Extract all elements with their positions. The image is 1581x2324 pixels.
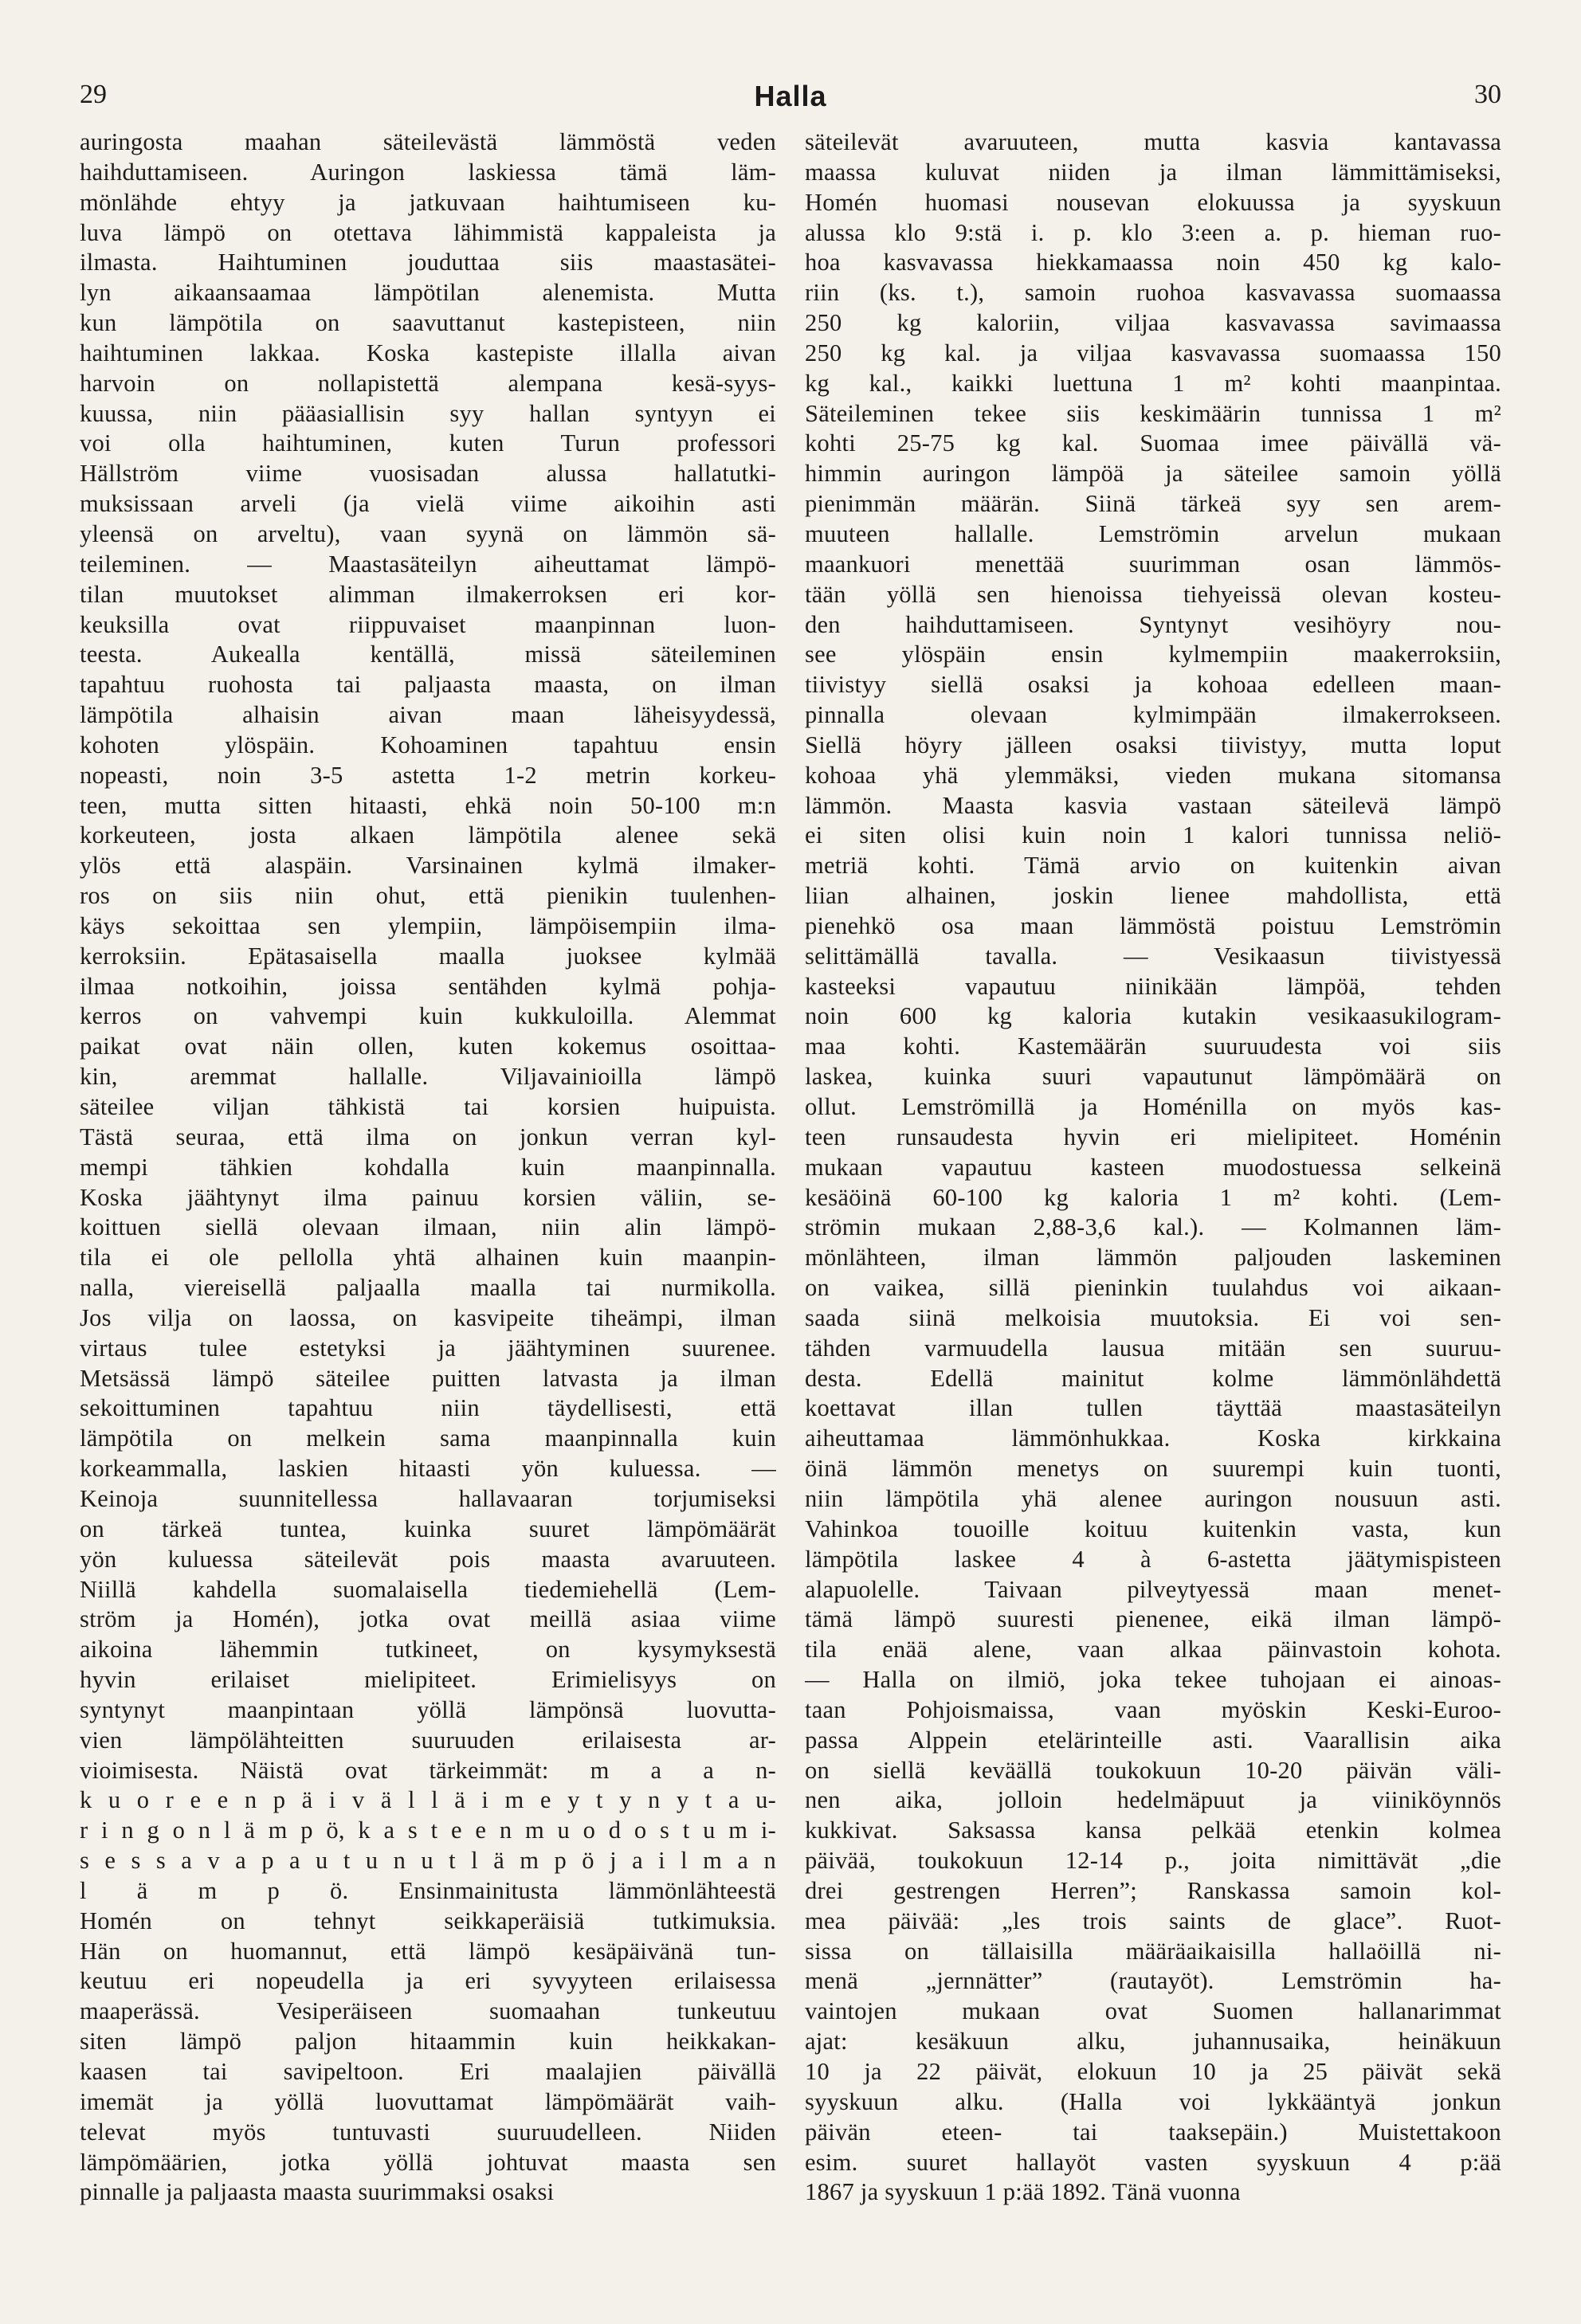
text-line: on tärkeä tuntea, kuinka suuret lämpömäärät (80, 1515, 776, 1542)
text-line: vioimisesta. Näistä ovat tärkeimmät: m a a n- (80, 1756, 776, 1784)
text-line: saada siinä melkoisia muutoksia. Ei voi sen- (805, 1303, 1501, 1331)
text-line: päivää, toukokuun 12-14 p., joita nimittävät „die (805, 1847, 1501, 1875)
text-line: tämä lämpö suuresti pienenee, eikä ilman lämpö- (805, 1605, 1501, 1633)
text-line: pinnalla olevaan kylmimpään ilmakerrokseen. (805, 701, 1501, 729)
text-line: 250 kg kaloriin, viljaa kasvavassa savimaassa (805, 309, 1501, 337)
text-line: ström ja Homén), jotka ovat meillä asiaa viime (80, 1605, 776, 1633)
text-line: lämmön. Maasta kasvia vastaan säteilevä lämpö (805, 791, 1501, 819)
text-line: harvoin on nollapistettä alempana kesä-syys- (80, 369, 776, 397)
text-line: haihduttamiseen. Auringon laskiessa tämä läm- (80, 158, 776, 186)
text-line: ajat: kesäkuun alku, juhannusaika, heinäkuun (805, 2028, 1501, 2056)
text-line: kohoten ylöspäin. Kohoaminen tapahtuu ensin (80, 731, 776, 758)
text-line: maaperässä. Vesiperäiseen suomaahan tunkeutuu (80, 1997, 776, 2025)
text-line: ilmasta. Haihtuminen jouduttaa siis maastasätei- (80, 249, 776, 276)
text-line: tila enää alene, vaan alkaa päinvastoin kohota. (805, 1636, 1501, 1664)
text-line: muuteen hallalle. Lemströmin arvelun mukaan (805, 519, 1501, 547)
text-line: on siellä keväällä toukokuun 10-20 päivän väli- (805, 1756, 1501, 1784)
text-line: sissa on tällaisilla määräaikaisilla hallaöillä ni- (805, 1937, 1501, 1965)
text-line: nen aika, jolloin hedelmäpuut ja viiniköynnös (805, 1786, 1501, 1814)
text-line: öinä lämmön menetys on suurempi kuin tuonti, (805, 1455, 1501, 1483)
text-line: Jos vilja on laossa, on kasvipeite tiheämpi, ilman (80, 1303, 776, 1331)
text-line: maassa kuluvat niiden ja ilman lämmittämiseksi, (805, 158, 1501, 186)
text-line: kasteeksi vapautuu niinikään lämpöä, tehden (805, 972, 1501, 1000)
text-line: aikoina lähemmin tutkineet, on kysymyksestä (80, 1636, 776, 1664)
text-line: päivän eteen- tai taaksepäin.) Muistettakoon (805, 2118, 1501, 2146)
text-line: siten lämpö paljon hitaammin kuin heikkakan- (80, 2028, 776, 2056)
text-line: paikat ovat näin ollen, kuten kokemus osoittaa- (80, 1033, 776, 1060)
text-line: yleensä on arveltu), vaan syynä on lämmön sä- (80, 519, 776, 547)
text-line: koettavat illan tullen täyttää maastasäteilyn (805, 1394, 1501, 1422)
text-line: säteilee viljan tähkistä tai korsien huipuista. (80, 1093, 776, 1120)
text-line: Vahinkoa touoille koituu kuitenkin vasta, kun (805, 1515, 1501, 1542)
text-line: kohoaa yhä ylemmäksi, vieden mukana sitomansa (805, 761, 1501, 789)
text-line: alapuolelle. Taivaan pilveytyessä maan menet- (805, 1575, 1501, 1603)
text-line: r i n g o n l ä m p ö, k a s t e e n m u o d o s t u m i- (80, 1816, 776, 1844)
column-right (805, 127, 1501, 2276)
text-line: sekoittuminen tapahtuu niin täydellisesti, että (80, 1394, 776, 1422)
text-line: tähden varmuudella lausua mitään sen suuruu- (805, 1334, 1501, 1362)
text-line: vaintojen mukaan ovat Suomen hallanarimmat (805, 1997, 1501, 2025)
text-columns (80, 127, 1501, 2276)
text-line: on vaikea, sillä pieninkin tuulahdus voi aikaan- (805, 1274, 1501, 1302)
text-line: kuussa, niin pääasiallisin syy hallan syntyyn ei (80, 399, 776, 427)
text-line: mönlähde ehtyy ja jatkuvaan haihtumiseen ku- (80, 188, 776, 216)
text-line: see ylöspäin ensin kylmempiin maakerroksiin, (805, 641, 1501, 668)
text-line: lyn aikaansaamaa lämpötilan alenemista. Mutta (80, 279, 776, 307)
text-line: ylös että alaspäin. Varsinainen kylmä ilmaker- (80, 852, 776, 880)
text-line: k u o r e e n p ä i v ä l l ä i m e y t y n y t a u- (80, 1786, 776, 1814)
text-line: kerros on vahvempi kuin kukkuloilla. Alemmat (80, 1002, 776, 1030)
text-line: säteilevät avaruuteen, mutta kasvia kantavassa (805, 128, 1501, 155)
text-line: tilan muutokset alimman ilmakerroksen eri kor- (80, 580, 776, 608)
text-line: teesta. Aukealla kentällä, missä säteileminen (80, 641, 776, 668)
text-line: Niillä kahdella suomalaisella tiedemiehellä (Lem- (80, 1575, 776, 1603)
text-line: taan Pohjoismaissa, vaan myöskin Keski-Euroo- (805, 1695, 1501, 1723)
text-line: luva lämpö on otettava lähimmistä kappaleista ja (80, 218, 776, 246)
text-line: haihtuminen lakkaa. Koska kastepiste illalla aivan (80, 339, 776, 366)
text-line: s e s s a v a p a u t u n u t l ä m p ö j a i l m a n (80, 1847, 776, 1875)
text-line: mukaan vapautuu kasteen muodostuessa selkeinä (805, 1153, 1501, 1181)
text-line: 250 kg kal. ja viljaa kasvavassa suomaassa 150 (805, 339, 1501, 366)
text-line: hoa kasvavassa hiekkamaassa noin 450 kg kalo- (805, 249, 1501, 276)
text-line: noin 600 kg kaloria kutakin vesikaasukilogram- (805, 1002, 1501, 1030)
text-line: Hän on huomannut, että lämpö kesäpäivänä tun- (80, 1937, 776, 1965)
text-line: 1867 ja syyskuun 1 p:ää 1892. Tänä vuonna (805, 2178, 1241, 2206)
text-line: alussa klo 9:stä i. p. klo 3:een a. p. hieman ruo- (805, 218, 1501, 246)
text-line: Tästä seuraa, että ilma on jonkun verran kyl- (80, 1123, 776, 1150)
text-line: desta. Edellä mainitut kolme lämmönlähdettä (805, 1364, 1501, 1392)
text-line: laskea, kuinka suuri vapautunut lämpömäärä on (805, 1063, 1501, 1091)
text-line: kg kal., kaikki luettuna 1 m² kohti maanpintaa. (805, 369, 1501, 397)
text-line: mea päivää: „les trois saints de glace”. Ruot- (805, 1907, 1501, 1934)
text-line: ollut. Lemströmillä ja Homénilla on myös kas- (805, 1093, 1501, 1120)
text-line: teileminen. — Maastasäteilyn aiheuttamat lämpö- (80, 550, 776, 578)
text-line: yön kuluessa säteilevät pois maasta avaruuteen. (80, 1545, 776, 1573)
text-line: esim. suuret hallayöt vasten syyskuun 4 p:ää (805, 2148, 1501, 2176)
text-line: pinnalle ja paljaasta maasta suurimmaksi osaksi (80, 2178, 555, 2206)
page-number-left: 29 (80, 80, 107, 109)
text-line: tiivistyy siellä osaksi ja kohoaa edelleen maan- (805, 671, 1501, 699)
text-line: metriä kohti. Tämä arvio on kuitenkin aivan (805, 852, 1501, 880)
text-line: drei gestrengen Herren”; Ranskassa samoin kol- (805, 1876, 1501, 1904)
text-line: korkeuteen, josta alkaen lämpötila alenee sekä (80, 821, 776, 849)
text-line: Homén on tehnyt seikkaperäisiä tutkimuksia. (80, 1907, 776, 1934)
text-line: lämpötila laskee 4 à 6-astetta jäätymispisteen (805, 1545, 1501, 1573)
text-line: pienimmän määrän. Siinä tärkeä syy sen arem- (805, 490, 1501, 518)
text-line: strömin mukaan 2,88-3,6 kal.). — Kolmannen läm- (805, 1213, 1501, 1241)
text-line: auringosta maahan säteilevästä lämmöstä veden (80, 128, 776, 155)
text-line: niin lämpötila yhä alenee auringon nousuun asti. (805, 1484, 1501, 1512)
text-line: korkeammalla, laskien hitaasti yön kuluessa. — (80, 1455, 776, 1483)
text-line: muksissaan arveli (ja vielä viime aikoihin asti (80, 490, 776, 518)
text-line: maa kohti. Kastemäärän suuruudesta voi siis (805, 1033, 1501, 1060)
text-line: ilmaa notkoihin, joissa sentähden kylmä pohja- (80, 972, 776, 1000)
text-line: Siellä höyry jälleen osaksi tiivistyy, mutta loput (805, 731, 1501, 758)
text-line: Homén huomasi nousevan elokuussa ja syyskuun (805, 188, 1501, 216)
text-line: lämpötila on melkein sama maanpinnalla kuin (80, 1425, 776, 1452)
text-line: kaasen tai savipeltoon. Eri maalajien päivällä (80, 2058, 776, 2085)
text-line: mönlähteen, ilman lämmön paljouden laskeminen (805, 1244, 1501, 1272)
text-line: keuksilla ovat riippuvaiset maanpinnan luon- (80, 610, 776, 638)
text-line: kerroksiin. Epätasaisella maalla juoksee kylmää (80, 942, 776, 970)
text-line: kukkivat. Saksassa kansa pelkää etenkin kolmea (805, 1816, 1501, 1844)
text-line: televat myös tuntuvasti suuruudelleen. Niiden (80, 2118, 776, 2146)
text-line: tapahtuu ruohosta tai paljaasta maasta, on ilman (80, 671, 776, 699)
text-line: käys sekoittaa sen ylempiin, lämpöisempiin ilma- (80, 911, 776, 939)
page-header (80, 80, 1501, 127)
text-line: voi olla haihtuminen, kuten Turun professori (80, 429, 776, 457)
text-line: Keinoja suunnitellessa hallavaaran torjumiseksi (80, 1484, 776, 1512)
text-line: Metsässä lämpö säteilee puitten latvasta ja ilman (80, 1364, 776, 1392)
text-line: teen runsaudesta hyvin eri mielipiteet. Homénin (805, 1123, 1501, 1150)
text-line: pienehkö osa maan lämmöstä poistuu Lemströmin (805, 911, 1501, 939)
text-line: syyskuun alku. (Halla voi lykkääntyä jonkun (805, 2087, 1501, 2115)
text-line: imemät ja yöllä luovuttamat lämpömäärät vaih- (80, 2087, 776, 2115)
text-line: koittuen siellä olevaan ilmaan, niin alin lämpö- (80, 1213, 776, 1241)
text-line: nalla, viereisellä paljaalla maalla tai nurmikolla. (80, 1274, 776, 1302)
text-line: maankuori menettää suurimman osan lämmös- (805, 550, 1501, 578)
text-line: tään yöllä sen hienoissa tiehyeissä olevan kosteu- (805, 580, 1501, 608)
text-line: Säteileminen tekee siis keskimäärin tunnissa 1 m² (805, 399, 1501, 427)
text-line: passa Alppein etelärinteille asti. Vaarallisin aika (805, 1726, 1501, 1754)
text-line: virtaus tulee estetyksi ja jäähtyminen suurenee. (80, 1334, 776, 1362)
text-line: lämpötila alhaisin aivan maan läheisyydessä, (80, 701, 776, 729)
text-line: kin, aremmat hallalle. Viljavainioilla lämpö (80, 1063, 776, 1091)
text-line: — Halla on ilmiö, joka tekee tuhojaan ei ainoas- (805, 1666, 1501, 1694)
text-line: kesäöinä 60-100 kg kaloria 1 m² kohti. (Lem- (805, 1183, 1501, 1211)
text-line: liian alhainen, joskin lienee mahdollista, että (805, 882, 1501, 910)
text-line: 10 ja 22 päivät, elokuun 10 ja 25 päivät sekä (805, 2058, 1501, 2085)
text-line: kohti 25-75 kg kal. Suomaa imee päivällä vä- (805, 429, 1501, 457)
text-line: menä „jernnätter” (rautayöt). Lemströmin ha- (805, 1967, 1501, 1995)
text-line: aiheuttamaa lämmönhukkaa. Koska kirkkaina (805, 1425, 1501, 1452)
text-line: tila ei ole pellolla yhtä alhainen kuin maanpin- (80, 1244, 776, 1272)
text-line: nopeasti, noin 3-5 astetta 1-2 metrin korkeu- (80, 761, 776, 789)
text-line: Koska jäähtynyt ilma painuu korsien väliin, se- (80, 1183, 776, 1211)
text-line: riin (ks. t.), samoin ruohoa kasvavassa suomaassa (805, 279, 1501, 307)
running-title: Halla (754, 80, 827, 112)
column-left (80, 127, 776, 2276)
text-line: lämpömäärien, jotka yöllä johtuvat maasta sen (80, 2148, 776, 2176)
text-line: vien lämpölähteitten suuruuden erilaisesta ar- (80, 1726, 776, 1754)
text-line: kun lämpötila on saavuttanut kastepisteen, niin (80, 309, 776, 337)
text-line: den haihduttamiseen. Syntynyt vesihöyry nou- (805, 610, 1501, 638)
text-line: Hällström viime vuosisadan alussa hallatutki- (80, 460, 776, 488)
page-number-right: 30 (1474, 80, 1501, 109)
text-line: ei siten olisi kuin noin 1 kalori tunnissa neliö- (805, 821, 1501, 849)
text-line: himmin auringon lämpöä ja säteilee samoin yöllä (805, 460, 1501, 488)
text-line: ros on siis niin ohut, että pienikin tuulenhen- (80, 882, 776, 910)
text-line: syntynyt maanpintaan yöllä lämpönsä luovutta- (80, 1695, 776, 1723)
text-line: mempi tähkien kohdalla kuin maanpinnalla. (80, 1153, 776, 1181)
text-line: l ä m p ö. Ensinmainitusta lämmönlähteestä (80, 1876, 776, 1904)
text-line: keutuu eri nopeudella ja eri syvyyteen erilaisessa (80, 1967, 776, 1995)
text-line: hyvin erilaiset mielipiteet. Erimielisyys on (80, 1666, 776, 1694)
text-line: selittämällä tavalla. — Vesikaasun tiivistyessä (805, 942, 1501, 970)
text-line: teen, mutta sitten hitaasti, ehkä noin 50-100 m:n (80, 791, 776, 819)
